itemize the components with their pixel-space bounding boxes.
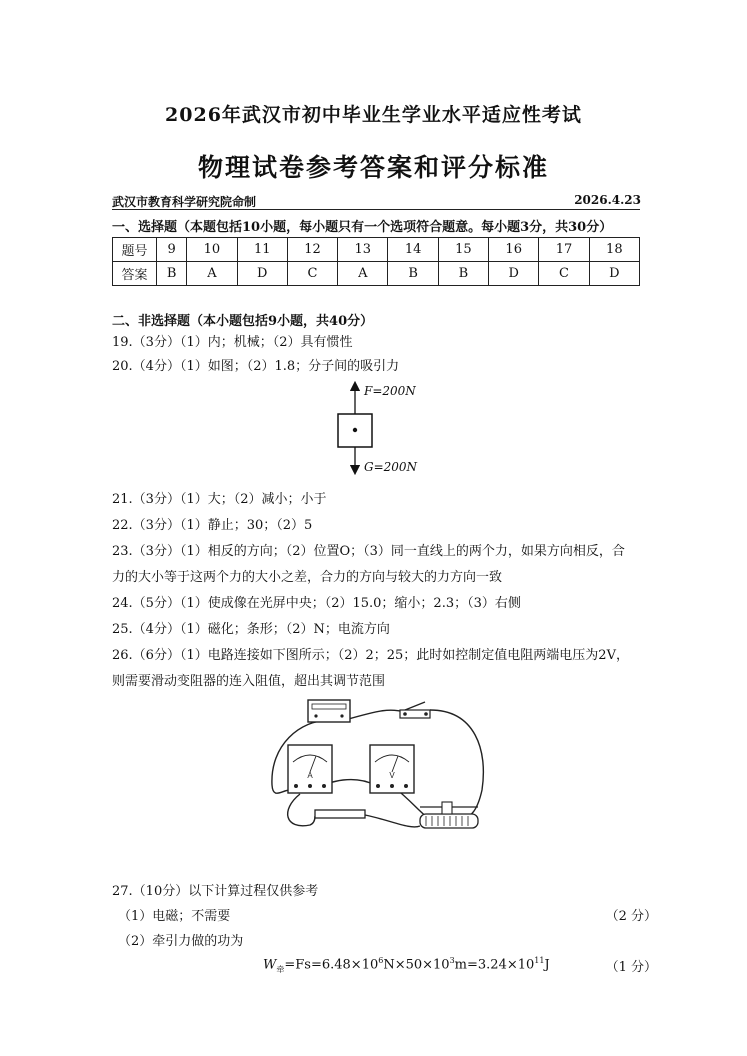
question-number: 9 xyxy=(157,238,187,262)
answer-q26-line1: 26.（6分）（1）电路连接如下图所示；（2）2；25；此时如控制定值电阻两端电压为2V， xyxy=(112,648,629,663)
answer-q23-line1: 23.（3分）（1）相反的方向；（2）位置O；（3）同一直线上的两个力，如果方向相反，合 xyxy=(112,544,625,559)
row-label: 题号 xyxy=(113,238,157,262)
switch xyxy=(400,702,430,718)
question-number: 15 xyxy=(438,238,488,262)
formula-exp-3: 11 xyxy=(534,956,545,965)
table-row xyxy=(113,262,640,286)
answer-cell: D xyxy=(489,262,539,286)
document-title: 物理试卷参考答案和评分标准 xyxy=(197,153,549,182)
answer-q20: 20.（4分）（1）如图；（2）1.8；分子间的吸引力 xyxy=(112,359,400,374)
formula-part-a: =Fs=6.48×10 xyxy=(284,957,379,973)
question-number: 16 xyxy=(489,238,539,262)
ammeter xyxy=(288,745,332,793)
answer-table xyxy=(112,237,640,286)
answer-q26-line2: 则需要滑动变阻器的连入阻值，超出其调节范围 xyxy=(112,674,386,689)
answer-q24: 24.（5分）（1）使成像在光屏中央；（2）15.0；缩小；2.3；（3）右侧 xyxy=(112,596,521,611)
issuer: 武汉市教育科学研究院命制 xyxy=(112,195,257,209)
question-number: 14 xyxy=(388,238,438,262)
score-q27-part2: （1 分） xyxy=(605,960,657,975)
formula-w: W xyxy=(263,957,277,973)
resistor xyxy=(315,810,365,818)
formula-exp-1: 6 xyxy=(378,956,384,965)
answer-cell: B xyxy=(438,262,488,286)
question-number: 11 xyxy=(237,238,287,262)
answer-q19: 19.（3分）（1）内；机械；（2）具有惯性 xyxy=(112,335,353,350)
formula-part-c: m=3.24×10 xyxy=(454,957,535,973)
answer-cell: A xyxy=(187,262,237,286)
question-number: 10 xyxy=(187,238,237,262)
answer-cell: C xyxy=(287,262,337,286)
answer-cell: C xyxy=(539,262,589,286)
answer-q27-part2: （2）牵引力做的功为 xyxy=(118,934,244,949)
header-divider xyxy=(112,209,640,210)
answer-cell: A xyxy=(338,262,388,286)
question-number: 17 xyxy=(539,238,589,262)
answer-cell: B xyxy=(388,262,438,286)
section1-heading: 一、选择题（本题包括10小题，每小题只有一个选项符合题意。每小题3分，共30分） xyxy=(112,220,613,235)
ammeter-label: A xyxy=(307,771,313,780)
formula-part-d: J xyxy=(544,957,550,973)
voltmeter-label: V xyxy=(389,771,395,780)
power-supply xyxy=(308,700,350,722)
formula-part-b: N×50×10 xyxy=(383,957,450,973)
force-label-f: F=200N xyxy=(364,384,416,398)
answer-q23-line2: 力的大小等于这两个力的大小之差，合力的方向与较大的力方向一致 xyxy=(112,570,503,585)
answer-q25: 25.（4分）（1）磁化；条形；（2）N；电流方向 xyxy=(112,622,390,637)
wire xyxy=(288,794,315,826)
formula-sub: 牵 xyxy=(276,964,285,974)
answer-q22: 22.（3分）（1）静止；30；（2）5 xyxy=(112,518,313,533)
answer-cell: D xyxy=(237,262,287,286)
voltmeter xyxy=(370,745,414,793)
formula-exp-2: 3 xyxy=(449,956,455,965)
center-point xyxy=(353,428,357,432)
answer-q27-heading: 27.（10分）以下计算过程仅供参考 xyxy=(112,884,319,899)
question-number: 13 xyxy=(338,238,388,262)
wire xyxy=(345,710,405,720)
wire xyxy=(430,710,483,820)
force-label-g: G=200N xyxy=(364,460,418,474)
wire xyxy=(365,815,420,827)
exam-title: 2026年武汉市初中毕业生学业水平适应性考试 xyxy=(165,104,582,126)
date: 2026.4.23 xyxy=(574,193,641,207)
rheostat xyxy=(420,802,478,828)
answer-cell: B xyxy=(157,262,187,286)
answer-q21: 21.（3分）（1）大；（2）减小；小于 xyxy=(112,492,327,507)
row-label: 答案 xyxy=(113,262,157,286)
question-number: 12 xyxy=(287,238,337,262)
answer-cell: D xyxy=(589,262,639,286)
question-number: 18 xyxy=(589,238,639,262)
section2-heading: 二、非选择题（本小题包括9小题，共40分） xyxy=(112,314,374,329)
answer-q27-part1: （1）电磁；不需要 xyxy=(118,909,231,924)
circuit-diagram xyxy=(260,690,500,850)
score-q27-part1: （2 分） xyxy=(605,909,657,924)
table-row xyxy=(113,238,640,262)
work-formula xyxy=(263,956,550,975)
